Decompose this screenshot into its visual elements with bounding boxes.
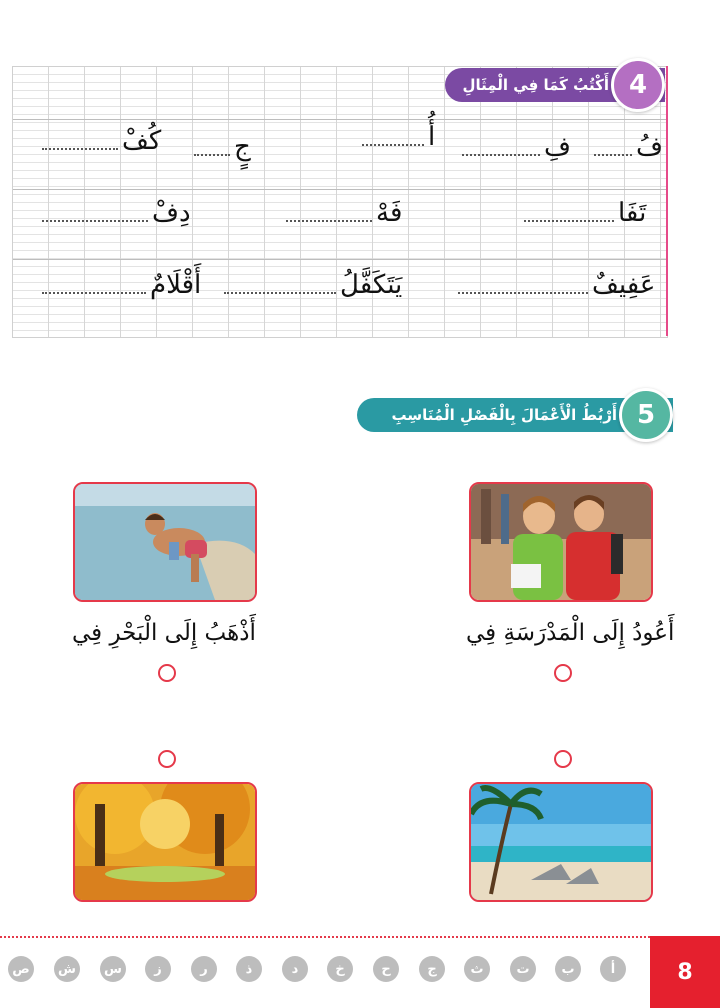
writing-dotted-line[interactable] (462, 154, 540, 156)
exercise-5-number: 5 (619, 388, 673, 442)
writing-dotted-line[interactable] (524, 220, 614, 222)
grid-cell[interactable] (358, 124, 435, 150)
alphabet-letter: خ (327, 956, 353, 982)
grid-cell[interactable] (38, 200, 191, 226)
model-syllable: دِفْ (152, 198, 191, 228)
beach-image (471, 784, 651, 900)
alphabet-letter: ص (8, 956, 34, 982)
model-syllable: عَفِيفٌ (592, 270, 656, 300)
beach-photo (469, 782, 653, 902)
writing-dotted-line[interactable] (194, 154, 230, 156)
exercise-5-header (357, 388, 673, 442)
grid-cell[interactable] (38, 128, 161, 154)
writing-dotted-line[interactable] (362, 144, 424, 146)
alphabet-letter: س (100, 956, 126, 982)
model-syllable: كُفْ (122, 126, 162, 156)
alphabet-letter: ش (54, 956, 80, 982)
grid-row-line (13, 189, 667, 190)
alphabet-letter: د (282, 956, 308, 982)
model-syllable: أُ (428, 122, 436, 152)
alphabet-letter: ب (555, 956, 581, 982)
exercise-5-instruction: أَرْبُطُ الْأَعْمَالَ بِالْفَصْلِ الْمُنَاسِبِ (357, 398, 673, 432)
grid-cell[interactable] (458, 134, 571, 160)
alphabet-letter: ث (464, 956, 490, 982)
exercise-4-number: 4 (611, 58, 665, 112)
writing-dotted-line[interactable] (224, 292, 336, 294)
footer-divider (0, 936, 650, 938)
alphabet-letter: ج (419, 956, 445, 982)
grid-cell[interactable] (38, 272, 201, 298)
grid-cell[interactable] (282, 200, 402, 226)
grid-cell[interactable] (220, 272, 402, 298)
sea-caption: أَذْهَبُ إِلَى الْبَحْرِ فِي (72, 620, 256, 646)
grid-row-line (13, 119, 667, 120)
autumn-photo (73, 782, 257, 902)
grid-margin-line (666, 66, 668, 336)
alphabet-strip (0, 956, 640, 982)
model-syllable: تَفَا (618, 198, 647, 228)
model-syllable: جٍ (234, 132, 251, 162)
school-boys-image (471, 484, 651, 600)
model-syllable: فُ (636, 132, 663, 162)
exercise-4-header (445, 58, 665, 112)
grid-cell[interactable] (454, 272, 655, 298)
exercise-4-instruction: أَكْتُبُ كَمَا فِي الْمِثَالِ (445, 68, 665, 102)
alphabet-letter: ت (510, 956, 536, 982)
school-boys-photo (469, 482, 653, 602)
school-caption: أَعُودُ إِلَى الْمَدْرَسَةِ فِي (466, 620, 675, 646)
match-point-school[interactable] (554, 664, 572, 682)
model-syllable: أَقْلَامٌ (150, 270, 202, 300)
sea-child-photo (73, 482, 257, 602)
sea-child-image (75, 484, 255, 600)
match-point-sea[interactable] (158, 664, 176, 682)
writing-dotted-line[interactable] (42, 148, 118, 150)
grid-row-line (13, 259, 667, 260)
alphabet-letter: ح (373, 956, 399, 982)
grid-cell[interactable] (590, 134, 663, 160)
model-syllable: يَتَكَفَّلُ (340, 270, 403, 300)
page-number: 8 (650, 936, 720, 1008)
model-syllable: فِ (544, 132, 571, 162)
writing-dotted-line[interactable] (42, 292, 146, 294)
alphabet-letter: أ (600, 956, 626, 982)
autumn-image (75, 784, 255, 900)
match-point-summer[interactable] (554, 750, 572, 768)
grid-cell[interactable] (190, 134, 251, 160)
writing-dotted-line[interactable] (286, 220, 372, 222)
match-point-autumn[interactable] (158, 750, 176, 768)
grid-cell[interactable] (520, 200, 646, 226)
writing-dotted-line[interactable] (42, 220, 148, 222)
alphabet-letter: ز (145, 956, 171, 982)
alphabet-letter: ر (191, 956, 217, 982)
writing-dotted-line[interactable] (594, 154, 632, 156)
writing-dotted-line[interactable] (458, 292, 588, 294)
model-syllable: فَهْ (376, 198, 403, 228)
alphabet-letter: ذ (236, 956, 262, 982)
